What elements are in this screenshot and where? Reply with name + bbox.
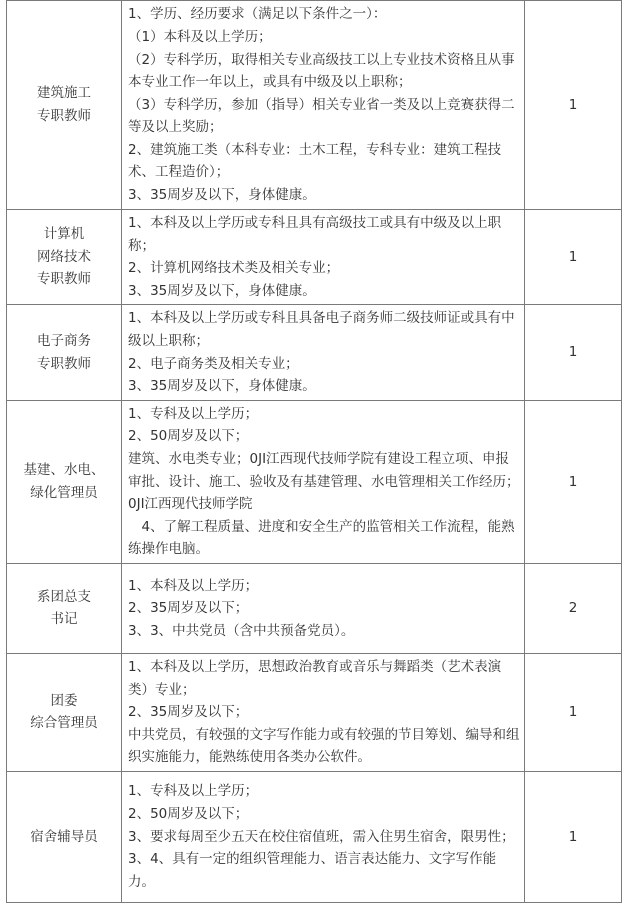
requirement-line: 3、35周岁及以下，身体健康。 (128, 187, 316, 204)
position-name-line: 综合管理员 (30, 715, 98, 732)
requirements-cell (122, 653, 525, 771)
recruitment-table (6, 0, 622, 903)
requirements-cell (122, 563, 525, 653)
headcount-cell: 1 (525, 1, 622, 210)
position-name-line: 计算机 (43, 226, 85, 243)
requirement-line: 2、计算机网络技术类及相关专业； (128, 260, 340, 277)
requirement-line: 2、35周岁及以下； (128, 600, 249, 617)
requirements-cell (122, 771, 525, 902)
position-cell (7, 653, 122, 771)
requirements-cell (122, 210, 525, 305)
requirement-line: 中共党员，有较强的文字写作能力或有较强的节目筹划、编导和组织实施能力，能熟练使用各类办公软件。 (128, 726, 520, 766)
table-row (7, 771, 622, 902)
requirement-line: 1、学历、经历要求（满足以下条件之一）： (128, 6, 387, 23)
headcount-cell: 1 (525, 210, 622, 305)
table-row (7, 653, 622, 771)
requirement-line: 1、本科及以上学历，思想政治教育或音乐与舞蹈类（艺术表演类）专业； (128, 658, 502, 698)
position-name-line: 绿化管理员 (30, 484, 98, 501)
table-row (7, 1, 622, 210)
headcount-cell: 2 (525, 563, 622, 653)
requirement-line: （2）专科学历，取得相关专业高级技工以上专业技术资格且从事本专业工作一年以上，或具有中级及以上职称； (128, 51, 515, 91)
position-cell (7, 400, 122, 563)
table-row (7, 305, 622, 400)
table-row (7, 400, 622, 563)
requirement-line: 2、35周岁及以下； (128, 704, 249, 721)
requirements-cell (122, 305, 525, 400)
position-cell (7, 305, 122, 400)
position-name-line: 网络技术 (37, 248, 91, 265)
requirements-cell (122, 1, 525, 210)
requirement-line: 3、35周岁及以下，身体健康。 (128, 282, 316, 299)
position-name-line: 宿舍辅导员 (30, 828, 98, 845)
position-name-line: 书记 (50, 611, 78, 628)
requirement-line: 4、了解工程质量、进度和安全生产的监管相关工作流程，能熟练操作电脑。 (128, 518, 515, 558)
requirements-cell (122, 400, 525, 563)
requirement-line: 2、50周岁及以下； (128, 428, 249, 445)
requirement-line: 1、本科及以上学历或专科且具有高级技工或具有中级及以上职称； (128, 215, 502, 254)
position-cell (7, 1, 122, 210)
position-name-line: 建筑施工 (37, 85, 91, 102)
requirement-line: 3、4、具有一定的组织管理能力、语言表达能力、文字写作能力。 (128, 851, 497, 890)
requirement-line: 1、专科及以上学历； (128, 405, 259, 422)
position-name-line: 专职教师 (37, 271, 91, 288)
position-name-line: 电子商务 (37, 332, 91, 349)
position-cell (7, 771, 122, 902)
requirement-line: （1）本科及以上学历； (128, 28, 272, 45)
requirement-line: 2、50周岁及以下； (128, 805, 249, 822)
requirement-line: 1、本科及以上学历或专科且具备电子商务师二级技师证或具有中级以上职称； (128, 310, 515, 349)
position-name-line: 基建、水电、 (23, 462, 105, 479)
table-row (7, 210, 622, 305)
position-name-line: 系团总支 (37, 588, 91, 605)
headcount-cell: 1 (525, 653, 622, 771)
position-cell (7, 563, 122, 653)
requirement-line: （3）专科学历，参加（指导）相关专业省一类及以上竞赛获得二等及以上奖励； (128, 96, 515, 136)
table-body (7, 1, 622, 903)
requirement-line: 2、电子商务类及相关专业； (128, 355, 299, 372)
requirement-line: 建筑、水电类专业；0JI江西现代技师学院有建设工程立项、申报审批、设计、施工、验收及有基建管理、水电管理相关工作经历；0JI江西现代技师学院 (128, 450, 520, 513)
requirement-line: 1、专科及以上学历； (128, 783, 259, 800)
headcount-cell: 1 (525, 305, 622, 400)
requirement-line: 3、3、中共党员（含中共预备党员）。 (128, 622, 355, 639)
requirement-line: 2、建筑施工类（本科专业：土木工程，专科专业：建筑工程技术、工程造价）； (128, 141, 502, 181)
headcount-cell: 1 (525, 771, 622, 902)
requirement-line: 3、35周岁及以下，身体健康。 (128, 378, 316, 395)
requirement-line: 1、本科及以上学历； (128, 577, 259, 594)
requirement-line: 3、要求每周至少五天在校住宿值班，需入住男生宿舍，限男性； (128, 828, 515, 845)
position-name-line: 专职教师 (37, 108, 91, 124)
position-name-line: 团委 (50, 692, 78, 709)
position-name-line: 专职教师 (37, 355, 91, 372)
table-row (7, 563, 622, 653)
headcount-cell: 1 (525, 400, 622, 563)
position-cell (7, 210, 122, 305)
